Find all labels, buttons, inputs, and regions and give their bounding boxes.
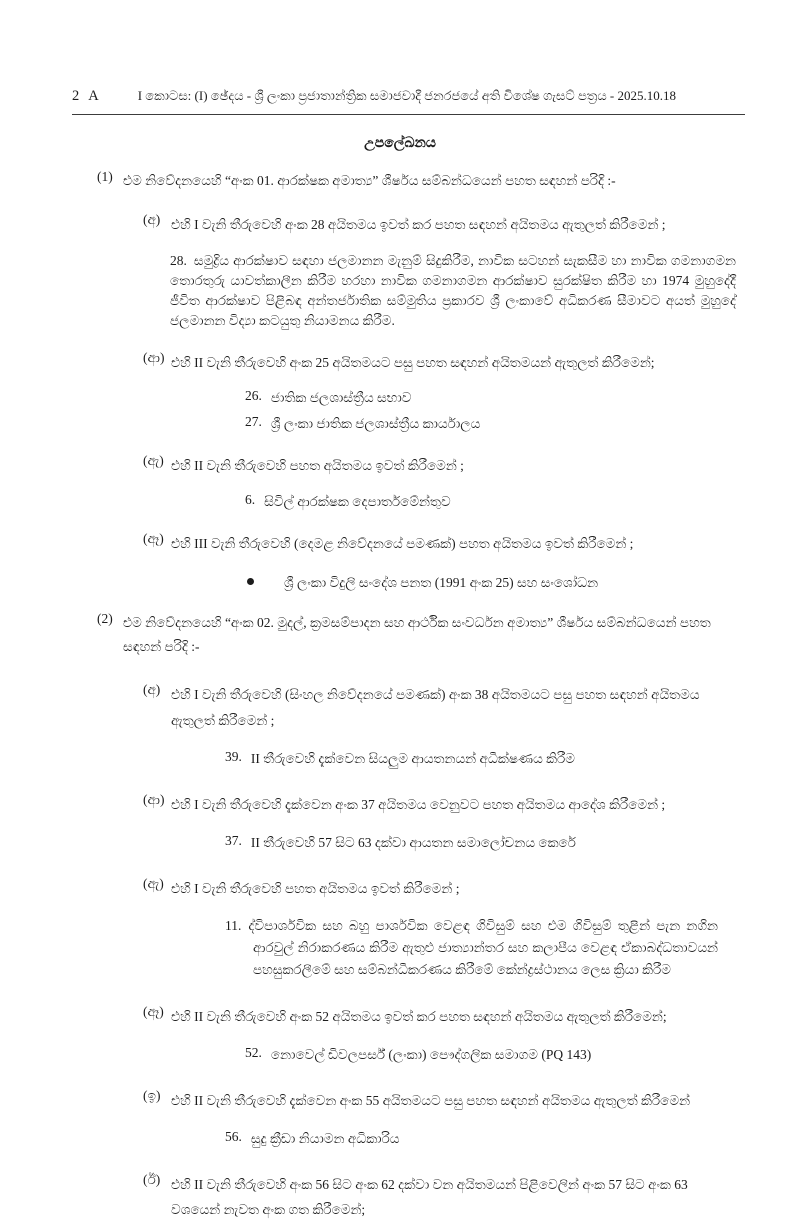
item-26-text: ජාතික ජලශාස්ත්‍රීය සභාව	[270, 390, 412, 406]
item-26-line	[245, 388, 738, 408]
clause-2a-text: එහි I වැනි තීරුවෙහි (සිංහල නිවේදනයේ පමණක්) අංක 38 අයිතමයට පසු පහත සඳහන් අයිතමය ඇතුලත් කිරීමෙන් ;	[171, 687, 700, 728]
item-37-text: II තීරුවෙහි 57 සිට 63 දක්වා ආයතන සමාලෝචනය කෙරේ	[250, 834, 576, 850]
section-1-intro: එම නිවේදනයෙහි “අංක 01. ආරක්ෂක අමාත්‍ය” ශීර්ෂය සම්බන්ධයෙන් පහත සඳහන් පරිදි :-	[123, 173, 616, 188]
item-52-text: නොවෙල් ඩිවලපර්ස් (ලංකා) පෞද්ගලික සමාගම (PQ 143)	[270, 1046, 592, 1062]
clause-2f-text: එහි II වැනි තීරුවෙහි අංක 56 සිට අංක 62 දක්වා වන අයිතමයන් පිළිවෙලින් අංක 57 සිට අංක 63 වශයෙන් නැවත අංක ගත කිරීමෙන්;	[171, 1176, 688, 1218]
item-11-block	[225, 915, 718, 981]
clause-2a	[143, 682, 738, 733]
clause-1a-label: (අ)	[143, 212, 161, 228]
clause-2c-text: එහි I වැනි තීරුවෙහි පහත අයිතමය ඉවත් කිරීමෙන් ;	[171, 880, 460, 896]
clause-1b-label: (ආ)	[143, 349, 165, 365]
clause-1a	[143, 212, 738, 238]
section-2	[97, 611, 738, 1223]
clause-2e-label: (ඉ)	[143, 1087, 161, 1103]
item-6-text: සිවිල් ආරක්ෂක දෙපාර්තමේන්තුව	[264, 493, 451, 509]
clause-1a-text: එහි I වැනි තීරුවෙහි අංක 28 අයිතමය ඉවත් කර පහත සඳහන් අයිතමය ඇතුලත් කිරීමෙන් ;	[171, 217, 666, 233]
clause-2e	[143, 1088, 738, 1114]
item-39-text: II තීරුවෙහි දැක්වෙන සියලුම ආයතනයන් අධීක්ෂණය කිරීම	[250, 750, 575, 766]
bullet-icon	[247, 578, 254, 585]
item-27-line	[245, 414, 738, 434]
item-6-line	[245, 492, 738, 512]
item-28-number: 28.	[170, 252, 187, 268]
telecom-act-bullet-line	[247, 573, 738, 593]
section-1-number: (1)	[97, 169, 113, 184]
clause-2b-label: (ආ)	[143, 791, 165, 807]
item-37-number: 37.	[225, 832, 242, 848]
clause-1b-text: එහි II වැනි තීරුවෙහි අංක 25 අයිතමයට පසු පහත සඳහන් අයිතමයන් ඇතුලත් කිරීමෙන්;	[171, 354, 655, 370]
clause-1c-label: (ඇ)	[143, 452, 164, 468]
clause-2c	[143, 876, 738, 902]
telecom-act-text: ශ්‍රී ලංකා විදුලි සංදේශ පනත (1991 අංක 25) සහ සංශෝධන	[284, 575, 599, 591]
clause-1d-text: එහි III වැනි තීරුවෙහි (දෙමළ නිවේදනයේ පමණක්) පහත අයිතමය ඉවත් කිරීමෙන් ;	[171, 535, 634, 551]
page-number-value: 2	[72, 88, 80, 104]
gazette-header-line: I කොටස: (I) ඡේදය - ශ්‍රී ලංකා ප්‍රජාතාන්ත්‍රික සමාජවාදී ජනරජයේ අති විශේෂ ගැසට් පත්‍රය - 2025.10.18	[137, 88, 676, 103]
clause-1c-text: එහි II වැනි තීරුවෙහි පහත අයිතමය ඉවත් කිරීමෙන් ;	[171, 457, 464, 473]
clause-2d-label: (ඈ)	[143, 1003, 164, 1019]
item-56-line	[225, 1129, 738, 1149]
clause-1b	[143, 350, 738, 376]
clause-2d	[143, 1004, 738, 1030]
clause-2b	[143, 792, 738, 818]
clause-2d-text: එහි II වැනි තීරුවෙහි අංක 52 අයිතමය ඉවත් කර පහත සඳහන් අයිතමය ඇතුලත් කිරීමෙන්;	[171, 1008, 667, 1024]
part-letter: A	[88, 88, 99, 104]
section-1-head	[97, 169, 738, 193]
item-26-number: 26.	[245, 388, 262, 404]
page-number	[72, 88, 99, 105]
section-2-number: (2)	[97, 610, 113, 626]
item-11-text: ද්විපාර්ශවික සහ බහු පාර්ශවික වෙළඳ ගිවිසුම් සහ එම ගිවිසුම් තුළින් පැන නගින ආරවුල් නිරාකරණය කිරීම ඇතුළු ජාත්‍යාන්තර සහ කලාපීය වෙළඳ ඒකාබද්ධතාවයන් පහසුකරලීමේ සහ සම්බන්ධීකරණය කිරීමේ කේන්ද්‍රස්ථානය ලෙස ක්‍රියා කිරීම	[248, 918, 718, 978]
item-39-line	[225, 749, 738, 769]
section-2-head	[97, 611, 738, 660]
gazette-page	[0, 88, 800, 1219]
item-56-number: 56.	[225, 1128, 242, 1144]
item-52-number: 52.	[245, 1044, 262, 1060]
item-52-line	[245, 1045, 738, 1065]
item-56-text: සුදු ක්‍රීඩා නියාමන අධිකාරිය	[250, 1130, 400, 1146]
section-2-intro: එම නිවේදනයෙහි “අංක 02. මුදල්, ක්‍රමසම්පාදන සහ ආර්ථික සංවර්ධන අමාත්‍ය” ශීර්ෂය සම්බන්ධයෙන් පහත සඳහන් පරිදි :-	[123, 614, 711, 655]
clause-2f-label: (ඊ)	[143, 1171, 161, 1187]
clause-2f	[143, 1172, 738, 1223]
item-28-text: සමුද්‍රිය ආරක්ෂාව සඳහා ජලමානන මැනුම් සිදුකිරීම, නාවික සටහන් සැකසීම හා නාවික ගමනාගමන තොරතුරු යාවත්කාලීන කිරීම හරහා නාවික ගමනාගමන ආරක්ෂාව සුරක්ෂිත කිරීම හා 1974 මුහුදේදී ජීවිත ආරක්ෂාව පිළිබඳ අන්තර්ජාතික සම්මුතිය ප්‍රකාරව ශ්‍රී ලංකාවේ අධිකරණ සීමාවට අයත් මුහුදේ ජලමානන විද්‍යා කටයුතු නියාමනය කිරීම.	[170, 252, 736, 328]
section-1	[97, 169, 738, 594]
clause-2a-label: (අ)	[143, 682, 161, 698]
page-header	[72, 88, 745, 115]
clause-2b-text: එහි I වැනි තීරුවෙහි දැක්වෙන අංක 37 අයිතමය වෙනුවට පහත අයිතමය ආදේශ කිරීමෙන් ;	[171, 796, 666, 812]
item-27-text: ශ්‍රී ලංකා ජාතික ජලශාස්ත්‍රීය කාර්යාලය	[270, 415, 481, 431]
gazette-body	[97, 169, 738, 1223]
item-37-line	[225, 833, 738, 853]
item-27-number: 27.	[245, 413, 262, 429]
clause-1d	[143, 531, 738, 557]
item-39-number: 39.	[225, 748, 242, 764]
clause-2e-text: එහි II වැනි තීරුවෙහි දැක්වෙන අංක 55 අයිතමයට පසු පහත සඳහන් අයිතමය ඇතුලත් කිරීමෙන්	[171, 1092, 691, 1108]
clause-1d-label: (ඈ)	[143, 530, 164, 546]
clause-2c-label: (ඇ)	[143, 875, 164, 891]
schedule-title: උපලේඛනය	[364, 136, 436, 151]
item-11-number: 11.	[225, 918, 242, 934]
item-28-block	[170, 251, 736, 331]
item-6-number: 6.	[245, 491, 256, 507]
clause-1c	[143, 453, 738, 479]
